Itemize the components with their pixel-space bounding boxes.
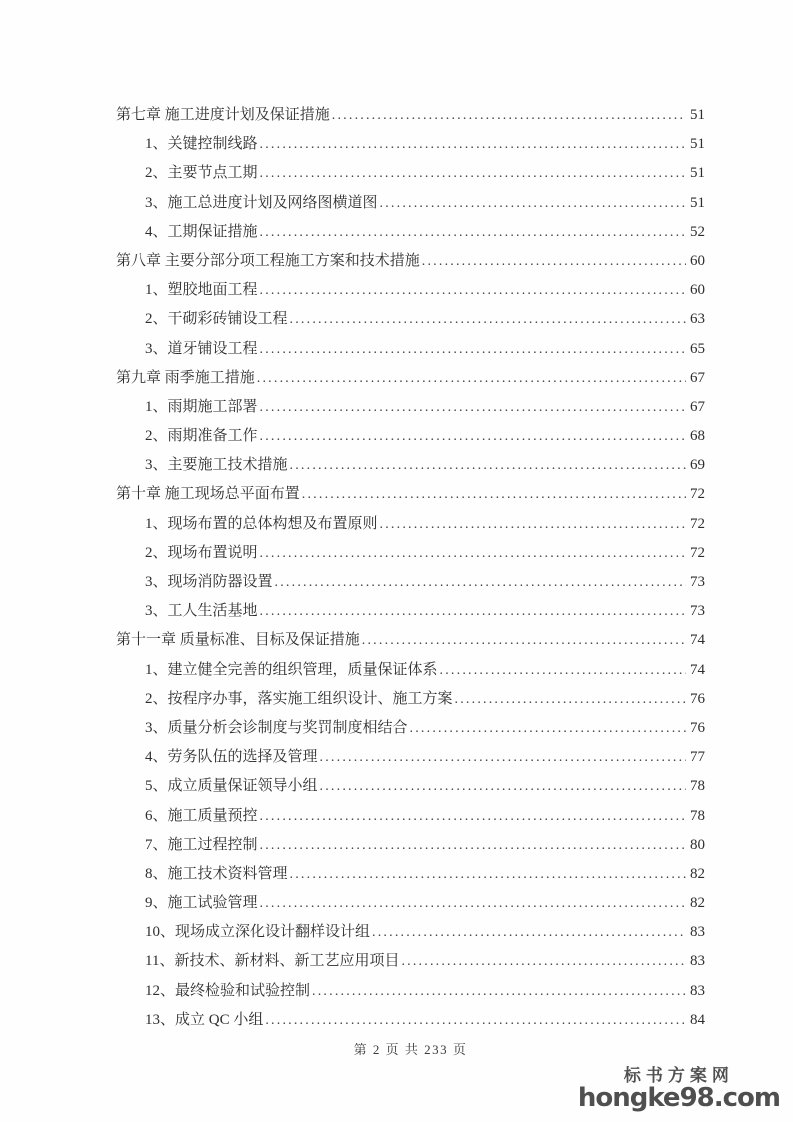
toc-entry-page: 74	[690, 632, 705, 649]
toc-entry-label: 1、关键控制线路	[145, 136, 258, 153]
dot-leader	[275, 574, 686, 591]
toc-entry	[116, 919, 705, 948]
toc-entry-page: 73	[690, 574, 705, 590]
toc-entry-page: 60	[690, 282, 705, 299]
toc-entry	[116, 686, 705, 715]
toc-entry-page: 51	[690, 165, 705, 182]
toc-entry-page: 76	[690, 690, 705, 707]
toc-entry-label: 第十一章 质量标准、目标及保证措施	[116, 632, 360, 649]
toc-entry	[116, 540, 705, 569]
toc-entry-page: 51	[690, 136, 705, 153]
toc-entry-label: 2、干砌彩砖铺设工程	[145, 311, 288, 328]
dot-leader	[260, 224, 686, 241]
toc-entry	[116, 978, 705, 1007]
toc-entry-page: 80	[690, 836, 705, 853]
toc-entry	[116, 1007, 705, 1036]
watermark	[578, 1067, 780, 1111]
toc-entry	[116, 394, 705, 423]
toc-entry	[116, 861, 705, 890]
dot-leader	[320, 778, 686, 795]
watermark-site-name: 标书方案网	[623, 1066, 734, 1086]
toc-entry-label: 1、建立健全完善的组织管理，质量保证体系	[145, 661, 438, 678]
toc-entry-page: 74	[690, 661, 705, 678]
toc-entry-label: 2、雨期准备工作	[145, 428, 258, 445]
toc-entry	[116, 832, 705, 861]
toc-entry-label: 10、现场成立深化设计翻样设计组	[145, 924, 371, 941]
toc-entry-page: 76	[690, 719, 705, 736]
toc-entry-page: 67	[690, 369, 705, 386]
toc-entry-page: 84	[690, 1011, 705, 1028]
dot-leader	[422, 253, 686, 270]
toc-entry	[116, 715, 705, 744]
toc-entry	[116, 336, 705, 365]
dot-leader	[260, 165, 686, 182]
toc-entry-label: 第七章 施工进度计划及保证措施	[116, 107, 330, 123]
toc-entry	[116, 598, 705, 627]
toc-entry-page: 69	[690, 457, 705, 474]
toc-entry-label: 3、道牙铺设工程	[145, 340, 258, 357]
dot-leader	[410, 720, 686, 737]
toc-list	[116, 102, 705, 1036]
toc-entry-label: 3、现场消防器设置	[145, 574, 273, 590]
dot-leader	[401, 953, 686, 970]
toc-entry-label: 9、施工试验管理	[145, 895, 258, 912]
toc-entry	[116, 423, 705, 452]
toc-entry-label: 4、工期保证措施	[145, 223, 258, 240]
toc-entry	[116, 890, 705, 919]
dot-leader	[290, 457, 686, 474]
toc-entry	[116, 803, 705, 832]
toc-entry-label: 12、最终检验和试验控制	[145, 982, 311, 999]
toc-entry-label: 第十章 施工现场总平面布置	[116, 486, 300, 503]
toc-entry-page: 72	[690, 486, 705, 503]
dot-leader	[290, 311, 686, 328]
dot-leader	[320, 749, 686, 766]
toc-entry-page: 51	[690, 107, 705, 123]
toc-entry	[116, 511, 705, 540]
dot-leader	[260, 282, 686, 299]
toc-entry	[116, 131, 705, 160]
watermark-site-url: hongke98.com	[577, 1083, 780, 1113]
toc-entry-label: 2、按程序办事，落实施工组织设计、施工方案	[145, 690, 453, 707]
toc-entry	[116, 569, 705, 598]
toc-entry-label: 4、劳务队伍的选择及管理	[145, 749, 318, 766]
dot-leader	[362, 632, 686, 649]
toc-entry	[116, 190, 705, 219]
dot-leader	[260, 341, 686, 358]
toc-entry-page: 82	[690, 895, 705, 912]
toc-entry-label: 2、主要节点工期	[145, 165, 258, 182]
toc-entry-page: 73	[690, 603, 705, 620]
dot-leader	[380, 195, 686, 212]
dot-leader	[260, 837, 686, 854]
toc-entry-label: 5、成立质量保证领导小组	[145, 778, 318, 795]
toc-entry-page: 72	[690, 515, 705, 532]
toc-entry-label: 1、塑胶地面工程	[145, 282, 258, 299]
dot-leader	[260, 808, 686, 825]
dot-leader	[260, 895, 686, 912]
toc-entry	[116, 481, 705, 510]
dot-leader	[455, 691, 686, 708]
toc-entry-label: 7、施工过程控制	[145, 836, 258, 853]
toc-entry-label: 6、施工质量预控	[145, 807, 258, 824]
toc-entry	[116, 306, 705, 335]
toc-entry-page: 65	[690, 340, 705, 357]
toc-entry	[116, 219, 705, 248]
dot-leader	[290, 866, 686, 883]
toc-entry	[116, 744, 705, 773]
page-number-footer: 第 2 页 共 233 页	[353, 1042, 468, 1057]
toc-entry-label: 1、现场布置的总体构想及布置原则	[145, 515, 378, 532]
dot-leader	[260, 545, 686, 562]
toc-entry-label: 3、质量分析会诊制度与奖罚制度相结合	[145, 719, 408, 736]
dot-leader	[260, 428, 686, 445]
toc-entry-label: 2、现场布置说明	[145, 544, 258, 561]
toc-entry-page: 78	[690, 778, 705, 795]
toc-entry	[116, 160, 705, 189]
toc-entry-page: 60	[690, 252, 705, 269]
toc-entry-label: 第九章 雨季施工措施	[116, 369, 255, 386]
toc-entry	[116, 948, 705, 977]
dot-leader	[372, 924, 686, 941]
toc-entry-label: 11、新技术、新材料、新工艺应用项目	[145, 953, 400, 970]
dot-leader	[380, 516, 686, 533]
toc-entry-label: 8、施工技术资料管理	[145, 865, 288, 882]
toc-entry	[116, 102, 705, 131]
toc-entry	[116, 248, 705, 277]
dot-leader	[260, 136, 686, 153]
dot-leader	[260, 399, 686, 416]
toc-entry	[116, 365, 705, 394]
toc-entry-page: 82	[690, 865, 705, 882]
toc-entry-page: 67	[690, 398, 705, 415]
toc-entry-page: 78	[690, 807, 705, 824]
toc-entry-page: 63	[690, 311, 705, 328]
dot-leader	[312, 983, 686, 1000]
toc-entry	[116, 627, 705, 656]
toc-entry-page: 83	[690, 924, 705, 941]
toc-entry	[116, 773, 705, 802]
toc-entry-label: 第八章 主要分部分项工程施工方案和技术措施	[116, 252, 420, 269]
toc-entry-page: 77	[690, 749, 705, 766]
toc-entry-page: 83	[690, 953, 705, 970]
toc-entry-label: 1、雨期施工部署	[145, 398, 258, 415]
toc-entry-page: 68	[690, 428, 705, 445]
toc-entry-page: 83	[690, 982, 705, 999]
toc-entry-label: 3、主要施工技术措施	[145, 457, 288, 474]
dot-leader	[302, 486, 686, 503]
toc-entry-label: 3、施工总进度计划及网络图横道图	[145, 194, 378, 211]
dot-leader	[332, 107, 686, 124]
toc-entry-page: 51	[690, 194, 705, 211]
toc-entry	[116, 657, 705, 686]
toc-entry	[116, 452, 705, 481]
toc-entry-label: 13、成立 QC 小组	[145, 1011, 264, 1028]
dot-leader	[265, 1012, 686, 1029]
toc-entry-page: 72	[690, 544, 705, 561]
dot-leader	[257, 370, 686, 387]
toc-entry-page: 52	[690, 223, 705, 240]
toc-entry-label: 3、工人生活基地	[145, 603, 258, 620]
dot-leader	[260, 603, 686, 620]
toc-entry	[116, 277, 705, 306]
dot-leader	[440, 662, 686, 679]
